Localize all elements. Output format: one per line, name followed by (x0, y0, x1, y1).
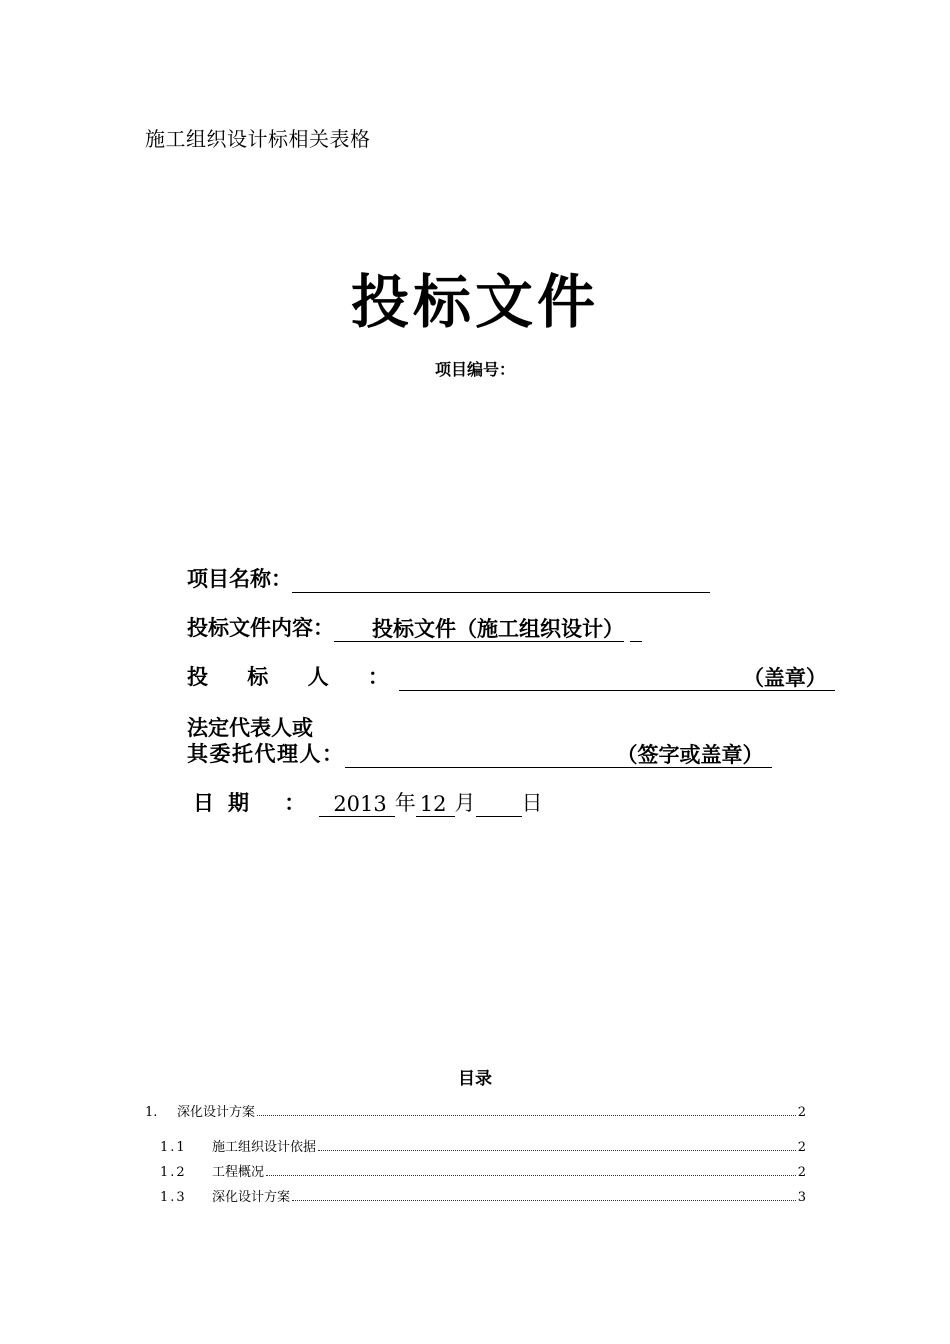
toc-entry-number: 1.1 (160, 1140, 187, 1155)
date-year-field[interactable]: 2013 (319, 792, 394, 817)
date-row (193, 787, 543, 817)
month-char: 月 (454, 791, 476, 815)
toc-entry-label: 深化设计方案 (177, 1105, 256, 1120)
toc-leader-dots (292, 1199, 796, 1201)
project-name-field[interactable] (292, 568, 710, 593)
toc-leader-dots (257, 1114, 796, 1116)
toc-entry-number: 1.3 (160, 1190, 187, 1205)
toc-leader-dots (266, 1174, 796, 1176)
toc-leader-dots (318, 1149, 796, 1151)
project-name-label: 项目名称： (187, 567, 292, 591)
content-underline-right (630, 617, 642, 642)
project-name-row (187, 563, 710, 593)
toc-entry-page: 2 (797, 1165, 806, 1180)
legal-rep-underline-end (764, 743, 772, 768)
toc-entry-label: 工程概况 (212, 1165, 265, 1180)
toc-entry-page: 3 (797, 1190, 806, 1205)
project-number-label: 项目编号： (434, 360, 515, 379)
year-char: 年 (394, 791, 416, 815)
toc-entry[interactable] (160, 1161, 806, 1180)
bidder-label-text: 投 标 人 ： (187, 665, 405, 689)
legal-rep-row-2 (187, 738, 772, 768)
content-row (187, 612, 642, 642)
bidder-label (187, 661, 405, 691)
toc-entry-number: 1.2 (160, 1165, 187, 1180)
legal-rep-label-2: 其委托代理人： (187, 742, 345, 766)
bidder-suffix: （盖章） (742, 666, 827, 690)
date-day-field[interactable] (476, 792, 522, 817)
bidder-underline-end (827, 666, 835, 691)
legal-rep-label-1: 法定代表人或 (187, 716, 313, 740)
toc-entry-number: 1. (145, 1105, 158, 1120)
bidder-field[interactable] (399, 666, 743, 691)
toc-entry[interactable] (160, 1136, 806, 1155)
day-char: 日 (521, 791, 543, 815)
content-underline-left (334, 617, 372, 642)
legal-rep-field[interactable] (345, 743, 617, 768)
page-title: 投标文件 (350, 268, 599, 336)
toc-entry-label: 施工组织设计依据 (212, 1140, 317, 1155)
toc-entry[interactable] (160, 1186, 806, 1205)
toc-entry-page: 2 (797, 1140, 806, 1155)
document-header: 施工组织设计标相关表格 (145, 127, 371, 151)
legal-rep-suffix: （签字或盖章） (616, 743, 764, 767)
toc-entry-page: 2 (797, 1105, 806, 1120)
content-label: 投标文件内容： (187, 616, 334, 640)
bidder-row (187, 661, 835, 691)
date-month-field[interactable]: 12 (416, 792, 455, 817)
toc-title: 目录 (458, 1069, 492, 1089)
content-value[interactable]: 投标文件（施工组织设计） (372, 617, 624, 641)
date-label: 日期 ： (193, 791, 320, 815)
toc-entry[interactable] (145, 1101, 806, 1120)
toc-entry-label: 深化设计方案 (212, 1190, 291, 1205)
